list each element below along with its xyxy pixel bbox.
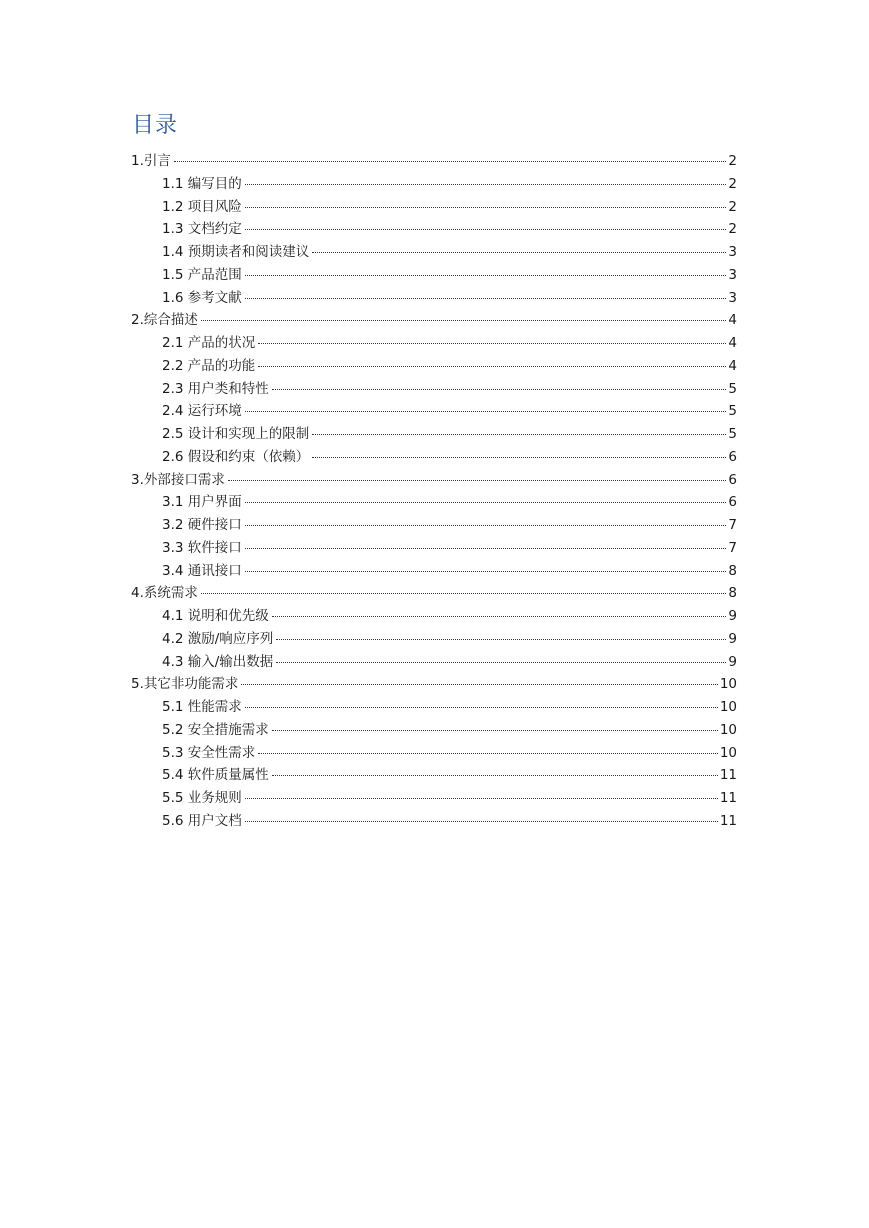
dot-leader	[312, 457, 726, 458]
toc-section-entry[interactable]	[131, 696, 737, 719]
toc-title: 目录	[132, 113, 179, 138]
toc-entry-label: 5.其它非功能需求	[131, 676, 239, 693]
toc-page-number: 2	[728, 221, 737, 238]
toc-section-entry[interactable]	[131, 651, 737, 674]
toc-page-number: 5	[728, 403, 737, 420]
toc-chapter-entry[interactable]	[131, 582, 737, 605]
toc-entry-label: 2.6 假设和约束（依赖）	[162, 448, 310, 465]
toc-section-entry[interactable]	[131, 355, 737, 378]
toc-entry-label: 1.3 文档约定	[162, 221, 242, 238]
dot-leader	[245, 525, 727, 526]
toc-entry-label: 4.系统需求	[131, 585, 198, 602]
toc-entry-label: 5.5 业务规则	[162, 790, 242, 806]
toc-page-number: 11	[719, 812, 737, 829]
toc-page-number: 7	[728, 539, 737, 556]
toc-page-number: 2	[728, 198, 737, 215]
toc-page-number: 6	[728, 494, 737, 511]
toc-page-number: 10	[719, 676, 737, 693]
toc-page-number: 10	[719, 744, 737, 761]
toc-page-number: 3	[728, 289, 737, 306]
toc-entry-label: 2.2 产品的功能	[162, 357, 256, 374]
toc-page-number: 8	[728, 562, 737, 579]
dot-leader	[245, 298, 727, 299]
dot-leader	[272, 389, 727, 390]
toc-entry-label: 1.5 产品范围	[162, 266, 242, 283]
toc-chapter-entry[interactable]	[131, 673, 737, 696]
toc-chapter-entry[interactable]	[131, 469, 737, 492]
dot-leader	[312, 434, 726, 435]
toc-page-number: 7	[728, 517, 737, 533]
dot-leader	[245, 411, 727, 412]
toc-page-number: 4	[728, 312, 737, 329]
table-of-contents	[131, 150, 737, 833]
toc-entry-label: 5.6 用户文档	[162, 812, 242, 829]
toc-section-entry[interactable]	[131, 764, 737, 787]
toc-entry-label: 4.3 输入/输出数据	[162, 653, 274, 670]
dot-leader	[258, 753, 718, 754]
toc-section-entry[interactable]	[131, 378, 737, 401]
toc-entry-label: 5.3 安全性需求	[162, 744, 256, 761]
toc-page-number: 4	[728, 357, 737, 374]
toc-entry-label: 5.4 软件质量属性	[162, 767, 269, 784]
dot-leader	[245, 229, 727, 230]
toc-entry-label: 1.2 项目风险	[162, 198, 242, 215]
toc-section-entry[interactable]	[131, 332, 737, 355]
toc-section-entry[interactable]	[131, 196, 737, 219]
toc-page-number: 10	[719, 721, 737, 738]
dot-leader	[228, 480, 727, 481]
toc-entry-label: 5.1 性能需求	[162, 699, 242, 715]
toc-page-number: 6	[728, 448, 737, 465]
toc-section-entry[interactable]	[131, 241, 737, 264]
toc-entry-label: 1.6 参考文献	[162, 289, 242, 306]
toc-section-entry[interactable]	[131, 742, 737, 765]
toc-section-entry[interactable]	[131, 560, 737, 583]
dot-leader	[245, 571, 727, 572]
toc-page-number: 9	[728, 630, 737, 647]
dot-leader	[245, 798, 718, 799]
toc-entry-label: 1.4 预期读者和阅读建议	[162, 244, 310, 260]
toc-section-entry[interactable]	[131, 218, 737, 241]
toc-section-entry[interactable]	[131, 423, 737, 446]
toc-section-entry[interactable]	[131, 400, 737, 423]
toc-entry-label: 4.2 激励/响应序列	[162, 630, 274, 647]
toc-entry-label: 3.外部接口需求	[131, 471, 225, 488]
toc-page-number: 3	[728, 266, 737, 283]
dot-leader	[272, 775, 718, 776]
toc-section-entry[interactable]	[131, 537, 737, 560]
dot-leader	[174, 161, 727, 162]
dot-leader	[245, 502, 727, 503]
dot-leader	[245, 207, 727, 208]
toc-entry-label: 3.3 软件接口	[162, 539, 242, 556]
toc-page-number: 11	[719, 790, 737, 806]
dot-leader	[201, 320, 727, 321]
dot-leader	[272, 616, 727, 617]
toc-page-number: 8	[728, 585, 737, 602]
toc-section-entry[interactable]	[131, 446, 737, 469]
toc-section-entry[interactable]	[131, 605, 737, 628]
toc-page-number: 10	[719, 699, 737, 715]
toc-page-number: 11	[719, 767, 737, 784]
toc-entry-label: 3.1 用户界面	[162, 494, 242, 511]
toc-entry-label: 2.3 用户类和特性	[162, 380, 269, 397]
toc-entry-label: 2.综合描述	[131, 312, 198, 329]
dot-leader	[245, 275, 727, 276]
dot-leader	[245, 184, 727, 185]
toc-entry-label: 4.1 说明和优先级	[162, 608, 269, 624]
toc-entry-label: 2.4 运行环境	[162, 403, 242, 420]
toc-page-number: 9	[728, 608, 737, 624]
dot-leader	[245, 821, 718, 822]
dot-leader	[258, 343, 726, 344]
toc-entry-label: 2.1 产品的状况	[162, 335, 256, 351]
toc-page-number: 5	[728, 426, 737, 442]
toc-entry-label: 3.4 通讯接口	[162, 562, 242, 579]
dot-leader	[276, 662, 726, 663]
toc-page-number: 9	[728, 653, 737, 670]
toc-page-number: 2	[728, 175, 737, 192]
toc-page-number: 4	[728, 335, 737, 351]
toc-entry-label: 5.2 安全措施需求	[162, 721, 269, 738]
toc-chapter-entry[interactable]	[131, 309, 737, 332]
dot-leader	[276, 639, 726, 640]
toc-entry-label: 3.2 硬件接口	[162, 517, 242, 533]
toc-page-number: 3	[728, 244, 737, 260]
toc-page-number: 6	[728, 471, 737, 488]
toc-section-entry[interactable]	[131, 173, 737, 196]
toc-entry-label: 2.5 设计和实现上的限制	[162, 426, 310, 442]
dot-leader	[201, 593, 727, 594]
toc-section-entry[interactable]	[131, 264, 737, 287]
toc-entry-label: 1.引言	[131, 153, 171, 169]
dot-leader	[241, 684, 717, 685]
toc-section-entry[interactable]	[131, 787, 737, 810]
toc-page-number: 2	[728, 153, 737, 169]
toc-section-entry[interactable]	[131, 514, 737, 537]
toc-section-entry[interactable]	[131, 628, 737, 651]
toc-section-entry[interactable]	[131, 719, 737, 742]
dot-leader	[312, 252, 726, 253]
dot-leader	[272, 730, 718, 731]
toc-section-entry[interactable]	[131, 287, 737, 310]
toc-page-number: 5	[728, 380, 737, 397]
toc-chapter-entry[interactable]	[131, 150, 737, 173]
dot-leader	[245, 707, 718, 708]
dot-leader	[258, 366, 726, 367]
dot-leader	[245, 548, 727, 549]
toc-section-entry[interactable]	[131, 491, 737, 514]
toc-section-entry[interactable]	[131, 810, 737, 833]
toc-entry-label: 1.1 编写目的	[162, 175, 242, 192]
